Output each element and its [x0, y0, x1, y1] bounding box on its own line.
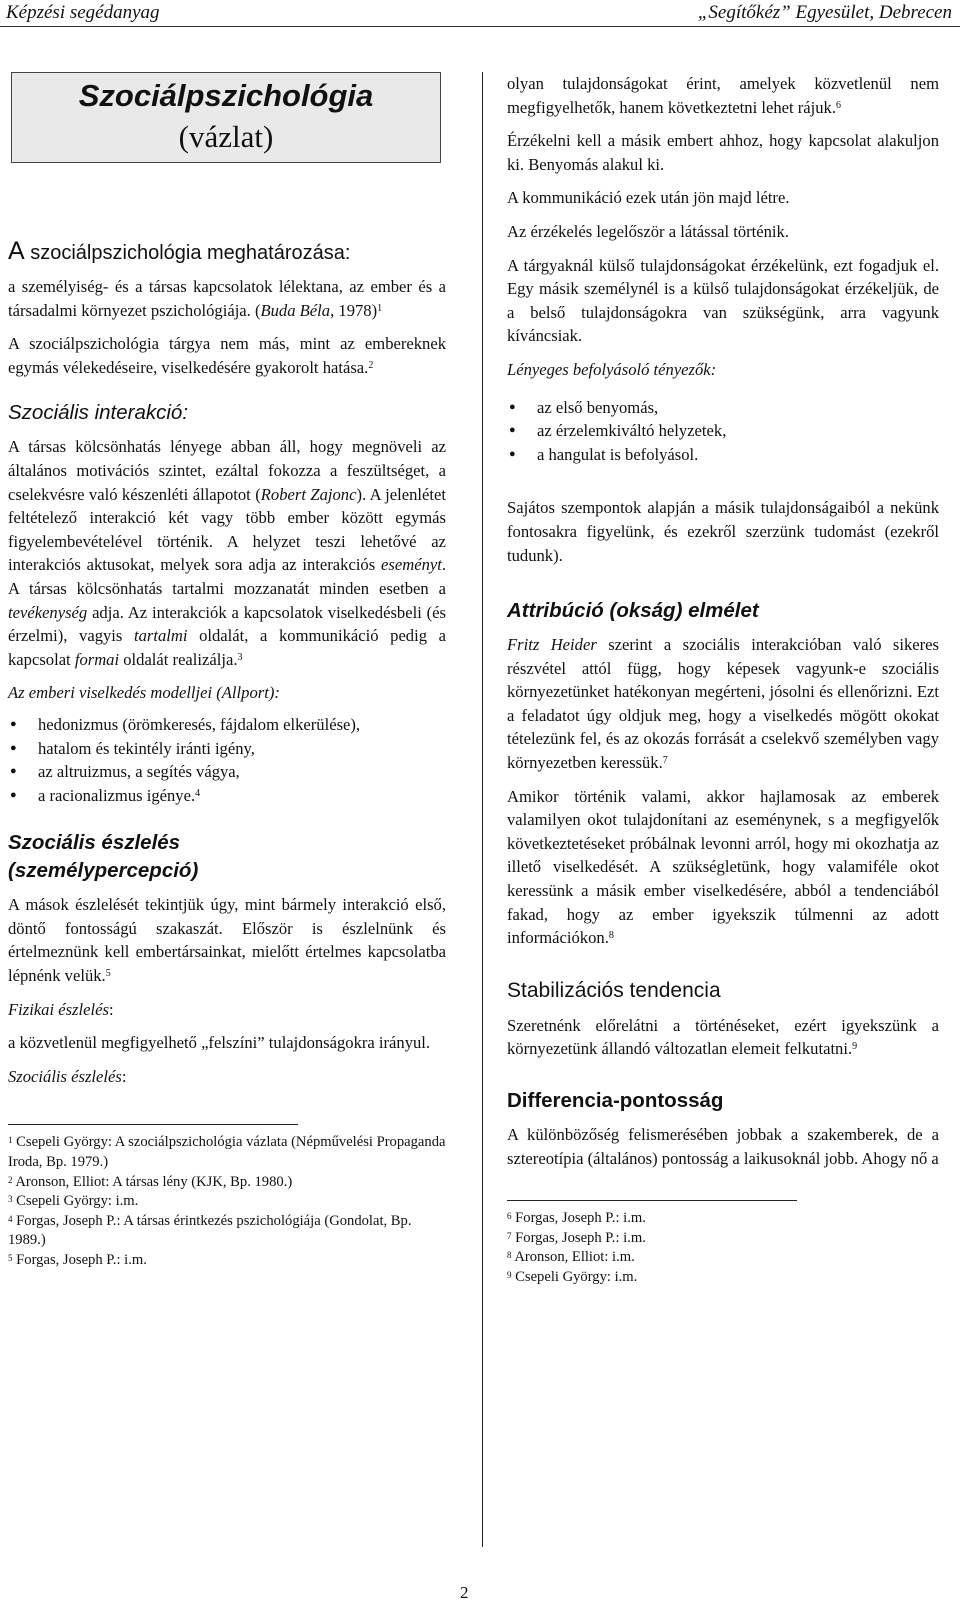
emphasis-term: formai	[74, 649, 120, 669]
right-paragraph-2: Érzékelni kell a másik embert ahhoz, hogy kapcsolat alakuljon ki. Benyomás alakul ki.	[507, 131, 939, 174]
footnote-text: Forgas, Joseph P.: i.m.	[515, 1229, 646, 1246]
factors-label: Lényeges befolyásoló tényezők:	[507, 359, 717, 379]
footnote-text: Forgas, Joseph P.: A társas érintkezés pszichológiája (Gondolat, Bp. 1989.)	[8, 1212, 412, 1249]
footnote-number: 4	[8, 1213, 13, 1224]
footnote-number: 3	[8, 1194, 13, 1205]
perception-heading-line1: Szociális észlelés	[8, 831, 181, 855]
perception-heading	[8, 829, 446, 885]
text-run: A mások észlelését tekintjük úgy, mint bármely interakció első, döntő fontosságú szakaszát. Először is észlelnünk és értelmeznünk kell embertársainkat, mielőtt értelmes kapcsolatba lépnénk velük.	[8, 895, 446, 986]
list-item: ● az altruizmus, a segítés vágya,	[8, 760, 446, 784]
definition-paragraph-1	[8, 275, 446, 322]
footnote-2	[8, 1173, 446, 1193]
text-run: szerint a szociális interakcióban való sikeres részvétel attól függ, hogy képesek vagyunk-e szociális környezetünket hatékonyan megérteni, jósolni és ellenőrizni. Ezt a feladatot úgy oldjuk meg, hogy a viselkedés mögött okokat tételezünk fel, és az okozás forrását a cselekvő személyben vagy környezetben keressük.	[507, 635, 940, 773]
footnote-number: 9	[507, 1269, 512, 1280]
list-item: ● az érzelemkiváltó helyzetek,	[507, 419, 939, 443]
list-item: ● hedonizmus (örömkeresés, fájdalom elkerülése),	[8, 713, 446, 737]
footnote-number: 5	[8, 1253, 13, 1263]
perception-heading-line2: (személypercepció)	[8, 859, 199, 883]
footnote-text: Forgas, Joseph P.: i.m.	[16, 1252, 147, 1268]
title-box	[11, 72, 441, 163]
footnote-1	[8, 1133, 446, 1172]
footnote-3	[8, 1192, 446, 1212]
footnote-text: Aronson, Elliot: i.m.	[514, 1249, 635, 1266]
text-run: oldalát, a kommunikáció pedig a kapcsolat	[8, 626, 446, 669]
author-name: Robert Zajonc	[260, 484, 357, 504]
author-name: Buda Béla	[260, 300, 331, 320]
stabilization-heading: Stabilizációs tendencia	[507, 978, 721, 1002]
difference-heading: Differencia-pontosság	[507, 1089, 724, 1112]
page-number: 2	[460, 1583, 469, 1602]
interaction-heading: Szociális interakció:	[8, 401, 189, 425]
footnote-9	[507, 1268, 939, 1288]
right-paragraph-4: Az érzékelés legelőször a látással történik.	[507, 221, 789, 241]
footnote-ref: 5	[105, 968, 111, 980]
footnote-6	[507, 1209, 939, 1229]
emphasis-term: eseményt	[381, 555, 442, 575]
text-run: a személyiség- és a társas kapcsolatok lélektana, az ember és a társadalmi környezet pszichológiája. (	[8, 277, 446, 320]
text-run: . A társas kölcsönhatás tartalmi mozzanatát minden esetben a	[8, 555, 446, 598]
header-right: „Segítőkéz” Egyesület, Debrecen	[697, 2, 952, 23]
author-name: Fritz Heider	[507, 635, 597, 655]
text-run: Amikor történik valami, akkor hajlamosak az emberek valamilyen okot tulajdonítani az eseménynek, s a megfigyelők következtetéseket próbálnak levonni arról, hogy mi okozhatja az illető viselkedését. A szükségletünk, hogy valamiféle okot keressünk a másik ember viselkedésére, abból a tendenciából fakad, hogy az ember igyekszik túlmenni az adott információkon.	[507, 786, 939, 948]
definition-heading	[8, 237, 446, 267]
footnote-ref: 9	[852, 1041, 858, 1053]
footnote-7	[507, 1229, 939, 1249]
text-run: Fizikai észlelés	[8, 999, 109, 1019]
text-run: adja. Az interakciók a kapcsolatok viselkedésbeli (és érzelmi), vagyis	[8, 602, 446, 646]
emphasis-term: tartalmi	[133, 626, 188, 646]
footnote-ref: 8	[608, 930, 614, 942]
attribution-heading: Attribúció (okság) elmélet	[507, 599, 759, 623]
footnote-text: Csepeli György: i.m.	[515, 1268, 638, 1285]
right-column	[507, 72, 939, 1288]
footnote-text: Csepeli György: i.m.	[16, 1193, 139, 1210]
footnote-text: Csepeli György: A szociálpszichológia vázlata (Népművelési Propaganda Iroda, Bp. 1979.)	[8, 1134, 446, 1171]
footnote-number: 2	[8, 1174, 13, 1185]
definition-paragraph-2	[8, 332, 446, 379]
footnote-number: 8	[507, 1250, 512, 1261]
right-paragraph-6: Sajátos szempontok alapján a másik tulajdonságaiból a nekünk fontosakra figyelünk, és ezekről szerzünk tudomást (ezekről tudunk).	[507, 498, 939, 565]
page-header	[0, 0, 960, 27]
attribution-paragraph-2	[507, 785, 939, 950]
models-label: Az emberi viselkedés modelljei (Allport):	[8, 683, 280, 703]
definition-heading-initial: A	[8, 237, 25, 265]
factors-list	[507, 396, 939, 467]
footnote-ref: 7	[662, 755, 668, 767]
text-run: oldalát realizálja.	[119, 649, 238, 669]
footnote-ref: 2	[368, 359, 374, 371]
social-perception-label: Szociális észlelés:	[8, 1066, 127, 1086]
page-subtitle: (vázlat)	[178, 119, 274, 154]
right-paragraph-5: A tárgyaknál külső tulajdonságokat érzékelünk, ezt fogadjuk el. Egy másik személynél is a külső tulajdonságokat érzékeljük, de a belső tulajdonságokra van szükségünk, arra vagyunk kíváncsiak.	[507, 255, 939, 346]
footnote-rule	[507, 1200, 797, 1201]
page-title: Szociálpszichológia	[78, 78, 374, 113]
text-run: A társas kölcsönhatás lényege abban áll, hogy megnöveli az általános motivációs szintet, ezáltal fokozza a feszültséget, a cselekvésre való készenléti állapotot (	[8, 437, 446, 504]
right-paragraph-1	[507, 72, 939, 119]
models-list	[8, 713, 446, 807]
text-run: A szociálpszichológia tárgya nem más, mint az embereknek egymás vélekedéseire, viselkedésére gyakorolt hatása.	[8, 334, 446, 377]
list-item: ● hatalom és tekintély iránti igény,	[8, 737, 446, 761]
list-item	[8, 784, 446, 808]
footnote-number: 7	[507, 1230, 512, 1241]
column-divider	[482, 72, 483, 1547]
perception-paragraph	[8, 893, 446, 987]
footnote-ref: 4	[195, 787, 201, 799]
header-left: Képzési segédanyag	[6, 2, 160, 23]
text-run: , 1978)	[330, 300, 378, 320]
footnote-number: 1	[8, 1135, 13, 1146]
text-run: Szociális észlelés	[8, 1066, 122, 1086]
attribution-paragraph-1	[507, 633, 939, 775]
footnote-text: Forgas, Joseph P.: i.m.	[515, 1210, 646, 1227]
footnote-ref: 3	[237, 651, 243, 663]
physical-perception-label: Fizikai észlelés:	[8, 999, 114, 1019]
text-run: a racionalizmus igénye.	[38, 785, 196, 805]
interaction-paragraph	[8, 435, 446, 671]
footnote-8	[507, 1248, 939, 1268]
difference-paragraph: A különbözőség felismerésében jobbak a szakemberek, de a sztereotípia (általános) pontosság a laikusoknál jobb. Ahogy nő a	[507, 1125, 939, 1168]
left-column	[8, 72, 446, 1271]
text-run: ). A jelenlétet feltételező interakció két vagy több ember között egymás figyelembevételével történik. A helyzet teszi lehetővé az interakciós aktusokat, melyek sora adja az interakciós	[8, 484, 446, 575]
footnote-ref: 6	[836, 99, 841, 111]
text-run: Szeretnénk előrelátni a történéseket, ezért igyekszünk a környezetünk állandó változatlan elemeit felkutatni.	[507, 1015, 939, 1059]
footnote-number: 6	[507, 1211, 512, 1222]
footnote-4	[8, 1212, 446, 1251]
definition-heading-text: szociálpszichológia meghatározása:	[24, 242, 351, 264]
right-paragraph-3: A kommunikáció ezek után jön majd létre.	[507, 188, 790, 208]
footnote-text: Aronson, Elliot: A társas lény (KJK, Bp. 1980.)	[15, 1173, 293, 1190]
emphasis-term: tevékenység	[8, 602, 88, 622]
text-run: olyan tulajdonságokat érint, amelyek közvetlenül nem megfigyelhetők, hanem következtetni lehet rájuk.	[507, 74, 939, 117]
list-item: ● a hangulat is befolyásol.	[507, 443, 939, 467]
stabilization-paragraph	[507, 1014, 939, 1061]
footnote-rule	[8, 1124, 298, 1125]
footnote-5	[8, 1251, 446, 1271]
physical-perception-text: a közvetlenül megfigyelhető „felszíni” tulajdonságokra irányul.	[8, 1033, 431, 1053]
footnote-ref: 1	[377, 302, 383, 314]
list-item: ● az első benyomás,	[507, 396, 939, 420]
